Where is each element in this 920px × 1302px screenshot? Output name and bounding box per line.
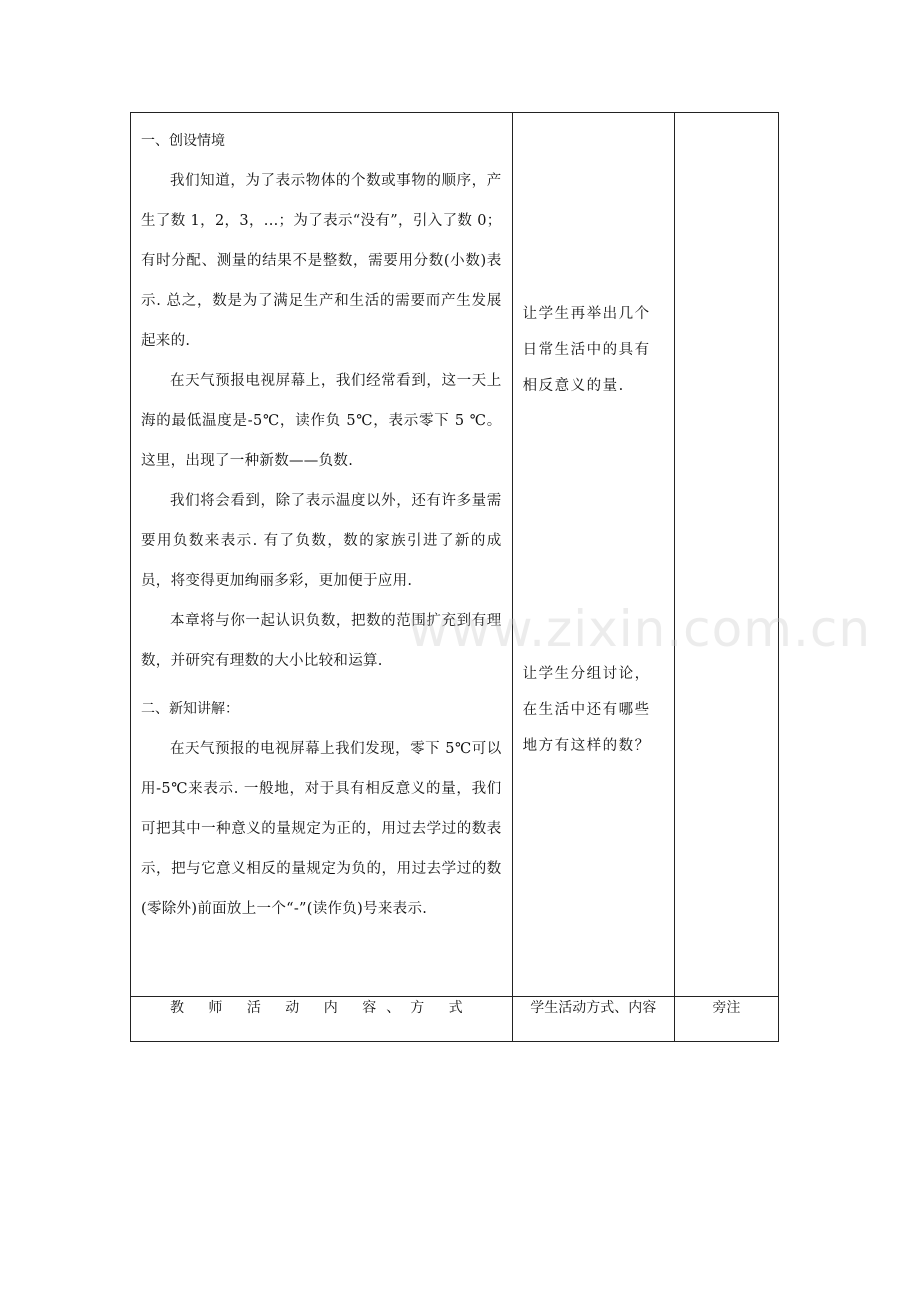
- paragraph: 我们将会看到，除了表示温度以外，还有许多量需要用负数来表示. 有了负数，数的家族引进了新的成员，将变得更加绚丽多彩，更加便于应用.: [141, 493, 502, 589]
- teacher-activity-cell: [131, 113, 513, 997]
- watermark: www.zixin.com.cn: [408, 600, 872, 658]
- paragraph: 我们知道，为了表示物体的个数或事物的顺序，产生了数 1，2，3，...；为了表示“没有”，引入了数 0；有时分配、测量的结果不是整数，需要用分数(小数)表示. 总之，数是为了满足生产和生活的需要而产生发展起来的.: [141, 173, 502, 349]
- paragraph: 在天气预报电视屏幕上，我们经常看到，这一天上海的最低温度是-5℃，读作负 5℃，表示零下 5 ℃。这里，出现了一种新数——负数.: [141, 373, 502, 469]
- lesson-plan-table: [130, 112, 779, 1042]
- student-note-2: 让学生分组讨论，在生活中还有哪些地方有这样的数？: [522, 666, 651, 754]
- side-note-cell: [674, 113, 778, 997]
- section2-heading: 二、新知讲解：: [141, 701, 239, 717]
- footer-student-label: 学生活动方式、内容: [512, 997, 674, 1042]
- paragraph: 本章将与你一起认识负数，把数的范围扩充到有理数，并研究有理数的大小比较和运算.: [141, 613, 502, 669]
- footer-notes-label: 旁注: [674, 997, 778, 1042]
- paragraph: 在天气预报的电视屏幕上我们发现，零下 5℃可以用-5℃来表示. 一般地，对于具有相反意义的量，我们可把其中一种意义的量规定为正的，用过去学过的数表示，把与它意义相反的量规定为负的，用过去学过的数(零除外)前面放上一个“-”(读作负)号来表示.: [141, 741, 502, 917]
- student-activity-cell: [512, 113, 674, 997]
- footer-teacher-label: 教 师 活 动 内 容、方 式: [131, 997, 513, 1042]
- section1-heading: 一、创设情境: [141, 133, 225, 149]
- student-note-1: 让学生再举出几个日常生活中的具有相反意义的量.: [522, 306, 651, 394]
